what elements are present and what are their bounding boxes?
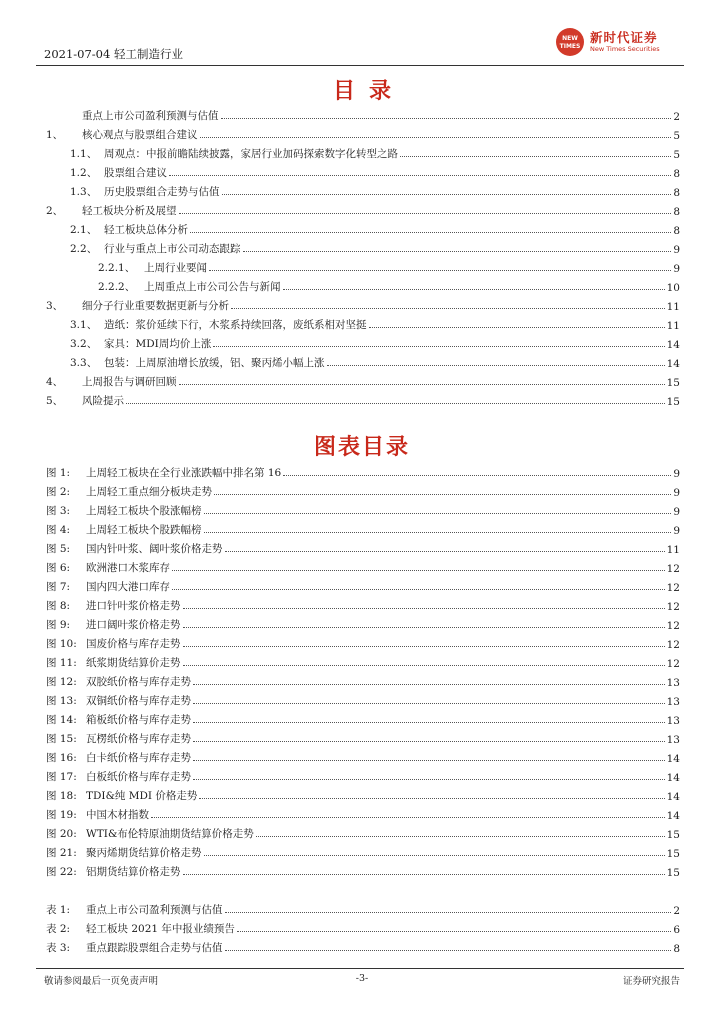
page-number: -3- xyxy=(355,973,369,984)
figure-entry[interactable] xyxy=(46,499,680,518)
footer-report-type: 证券研究报告 xyxy=(622,976,680,987)
entry-number: 图 22: xyxy=(46,866,77,878)
dot-leader xyxy=(243,251,672,252)
dot-leader xyxy=(200,137,672,138)
figure-entry[interactable] xyxy=(46,784,680,803)
entry-number: 图 13: xyxy=(46,695,77,707)
entry-page: 2 xyxy=(673,905,680,917)
entry-label: 细分子行业重要数据更新与分析 xyxy=(82,300,229,312)
entry-number: 2.1、 xyxy=(70,224,98,236)
page-header xyxy=(36,28,684,66)
entry-label: 国废价格与库存走势 xyxy=(86,638,181,650)
figure-entry[interactable] xyxy=(46,803,680,822)
entry-page: 14 xyxy=(666,358,680,370)
dot-leader xyxy=(151,817,665,818)
entry-page: 15 xyxy=(666,377,680,389)
entry-number: 图 21: xyxy=(46,847,77,859)
entry-label: 聚丙烯期货结算价格走势 xyxy=(86,847,202,859)
dot-leader xyxy=(204,513,672,514)
figure-entry[interactable] xyxy=(46,822,680,841)
entry-number: 2.2.2、 xyxy=(98,281,136,293)
dot-leader xyxy=(172,570,665,571)
entry-label: 瓦楞纸价格与库存走势 xyxy=(86,733,191,745)
entry-number: 表 2: xyxy=(46,923,71,935)
entry-page: 13 xyxy=(666,734,680,746)
dot-leader xyxy=(193,779,665,780)
entry-number: 图 9: xyxy=(46,619,71,631)
entry-page: 12 xyxy=(666,582,680,594)
dot-leader xyxy=(193,722,665,723)
entry-number: 图 4: xyxy=(46,524,71,536)
entry-number: 图 1: xyxy=(46,467,71,479)
entry-label: 欧洲港口木浆库存 xyxy=(86,562,170,574)
entry-label: 包装：上周原油增长放缓，铝、聚丙烯小幅上涨 xyxy=(104,357,325,369)
entry-page: 2 xyxy=(673,111,680,123)
entry-number: 2.2.1、 xyxy=(98,262,136,274)
dot-leader xyxy=(193,703,665,704)
entry-number: 图 15: xyxy=(46,733,77,745)
entry-label: TDI&纯 MDI 价格走势 xyxy=(86,790,198,802)
dot-leader xyxy=(193,741,665,742)
entry-page: 9 xyxy=(673,244,680,256)
logo-en-text: New Times Securities xyxy=(590,45,660,53)
figure-entry[interactable] xyxy=(46,727,680,746)
entry-page: 11 xyxy=(666,301,680,313)
dot-leader xyxy=(369,327,665,328)
entry-page: 8 xyxy=(673,225,680,237)
entry-label: 上周轻工板块在全行业涨跌幅中排名第 16 xyxy=(86,467,282,479)
entry-label: 股票组合建议 xyxy=(104,167,167,179)
toc-entry[interactable] xyxy=(46,161,680,180)
dot-leader xyxy=(183,608,665,609)
entry-label: 进口针叶浆价格走势 xyxy=(86,600,181,612)
entry-label: WTI&布伦特原油期货结算价格走势 xyxy=(86,828,254,840)
entry-number: 图 16: xyxy=(46,752,77,764)
toc-entry[interactable] xyxy=(46,275,680,294)
entry-number: 图 14: xyxy=(46,714,77,726)
figure-entry[interactable] xyxy=(46,860,680,879)
dot-leader xyxy=(172,589,665,590)
entry-number: 3.3、 xyxy=(70,357,98,369)
toc-entry[interactable] xyxy=(46,104,680,123)
toc-entry[interactable] xyxy=(46,332,680,351)
figure-entry[interactable] xyxy=(46,632,680,651)
entry-page: 5 xyxy=(673,130,680,142)
entry-label: 白板纸价格与库存走势 xyxy=(86,771,191,783)
figure-entry[interactable] xyxy=(46,461,680,480)
dot-leader xyxy=(214,494,671,495)
entry-number: 图 7: xyxy=(46,581,71,593)
dot-leader xyxy=(126,403,665,404)
entry-number: 3.2、 xyxy=(70,338,98,350)
entry-label: 重点上市公司盈利预测与估值 xyxy=(82,110,219,122)
entry-label: 双铜纸价格与库存走势 xyxy=(86,695,191,707)
figure-entry[interactable] xyxy=(46,708,680,727)
entry-page: 9 xyxy=(673,263,680,275)
entry-page: 13 xyxy=(666,696,680,708)
entry-page: 11 xyxy=(666,544,680,556)
dot-leader xyxy=(169,175,671,176)
entry-label: 行业与重点上市公司动态跟踪 xyxy=(104,243,241,255)
entry-number: 图 18: xyxy=(46,790,77,802)
toc-entry[interactable] xyxy=(46,294,680,313)
entry-label: 纸浆期货结算价走势 xyxy=(86,657,181,669)
dot-leader xyxy=(183,627,665,628)
entry-page: 13 xyxy=(666,715,680,727)
dot-leader xyxy=(209,270,671,271)
dot-leader xyxy=(183,665,665,666)
entry-number: 2.2、 xyxy=(70,243,98,255)
toc-list xyxy=(46,104,680,408)
figure-entry[interactable] xyxy=(46,537,680,556)
entry-number: 1.2、 xyxy=(70,167,98,179)
dot-leader xyxy=(225,551,665,552)
entry-number: 图 2: xyxy=(46,486,71,498)
dot-leader xyxy=(204,532,672,533)
toc-entry[interactable] xyxy=(46,351,680,370)
entry-number: 2、 xyxy=(46,205,64,217)
entry-number: 表 1: xyxy=(46,904,71,916)
figure-entry[interactable] xyxy=(46,670,680,689)
entry-label: 箱板纸价格与库存走势 xyxy=(86,714,191,726)
entry-label: 上周轻工板块个股涨幅榜 xyxy=(86,505,202,517)
entry-label: 上周轻工板块个股跌幅榜 xyxy=(86,524,202,536)
dot-leader xyxy=(221,118,672,119)
entry-page: 14 xyxy=(666,791,680,803)
entry-label: 上周重点上市公司公告与新闻 xyxy=(144,281,281,293)
dot-leader xyxy=(179,213,672,214)
dot-leader xyxy=(193,760,665,761)
entry-number: 表 3: xyxy=(46,942,71,954)
company-logo xyxy=(556,28,684,58)
dot-leader xyxy=(283,289,665,290)
entry-page: 12 xyxy=(666,639,680,651)
entry-number: 4、 xyxy=(46,376,64,388)
figure-entry[interactable] xyxy=(46,746,680,765)
entry-number: 5、 xyxy=(46,395,64,407)
figures-title: 图表目录 xyxy=(313,435,410,460)
entry-page: 15 xyxy=(666,848,680,860)
header-divider xyxy=(36,65,684,66)
footer-divider xyxy=(36,968,684,969)
table-entry[interactable] xyxy=(46,898,680,917)
entry-page: 12 xyxy=(666,620,680,632)
dot-leader xyxy=(183,646,665,647)
entry-page: 9 xyxy=(673,506,680,518)
footer-disclaimer: 敬请参阅最后一页免责声明 xyxy=(44,976,159,987)
figure-entry[interactable] xyxy=(46,765,680,784)
entry-number: 1、 xyxy=(46,129,64,141)
figure-entry[interactable] xyxy=(46,556,680,575)
toc-entry[interactable] xyxy=(46,142,680,161)
toc-entry[interactable] xyxy=(46,123,680,142)
dot-leader xyxy=(225,950,672,951)
dot-leader xyxy=(400,156,671,157)
entry-page: 10 xyxy=(666,282,680,294)
entry-label: 风险提示 xyxy=(82,395,124,407)
entry-page: 6 xyxy=(673,924,680,936)
entry-number: 图 8: xyxy=(46,600,71,612)
entry-label: 重点上市公司盈利预测与估值 xyxy=(86,904,223,916)
entry-page: 15 xyxy=(666,829,680,841)
dot-leader xyxy=(225,912,672,913)
entry-page: 12 xyxy=(666,601,680,613)
dot-leader xyxy=(199,798,664,799)
entry-page: 14 xyxy=(666,339,680,351)
entry-number: 图 19: xyxy=(46,809,77,821)
tables-list xyxy=(46,898,680,955)
dot-leader xyxy=(327,365,665,366)
entry-page: 8 xyxy=(673,206,680,218)
entry-page: 8 xyxy=(673,187,680,199)
entry-page: 9 xyxy=(673,525,680,537)
entry-page: 14 xyxy=(666,753,680,765)
entry-page: 14 xyxy=(666,772,680,784)
figure-entry[interactable] xyxy=(46,651,680,670)
figure-entry[interactable] xyxy=(46,575,680,594)
entry-page: 8 xyxy=(673,943,680,955)
entry-page: 12 xyxy=(666,658,680,670)
logo-cn-text: 新时代证券 xyxy=(590,30,658,45)
entry-label: 白卡纸价格与库存走势 xyxy=(86,752,191,764)
figure-entry[interactable] xyxy=(46,613,680,632)
figure-entry[interactable] xyxy=(46,594,680,613)
entry-label: 核心观点与股票组合建议 xyxy=(82,129,198,141)
entry-page: 8 xyxy=(673,168,680,180)
entry-label: 双胶纸价格与库存走势 xyxy=(86,676,191,688)
entry-number: 3、 xyxy=(46,300,64,312)
entry-label: 铝期货结算价格走势 xyxy=(86,866,181,878)
toc-entry[interactable] xyxy=(46,218,680,237)
figures-list xyxy=(46,461,680,879)
entry-label: 进口阔叶浆价格走势 xyxy=(86,619,181,631)
entry-page: 14 xyxy=(666,810,680,822)
header-date-industry: 2021-07-04 轻工制造行业 xyxy=(44,47,183,61)
table-entry[interactable] xyxy=(46,936,680,955)
toc-entry[interactable] xyxy=(46,180,680,199)
entry-label: 轻工板块分析及展望 xyxy=(82,205,177,217)
entry-number: 图 17: xyxy=(46,771,77,783)
dot-leader xyxy=(283,475,671,476)
dot-leader xyxy=(256,836,665,837)
entry-label: 国内四大港口库存 xyxy=(86,581,170,593)
toc-entry[interactable] xyxy=(46,199,680,218)
dot-leader xyxy=(237,931,671,932)
entry-label: 上周报告与调研回顾 xyxy=(82,376,177,388)
dot-leader xyxy=(183,874,665,875)
entry-page: 5 xyxy=(673,149,680,161)
entry-number: 图 5: xyxy=(46,543,71,555)
entry-number: 图 12: xyxy=(46,676,77,688)
dot-leader xyxy=(204,855,665,856)
entry-label: 国内针叶浆、阔叶浆价格走势 xyxy=(86,543,223,555)
toc-entry[interactable] xyxy=(46,313,680,332)
figure-entry[interactable] xyxy=(46,841,680,860)
entry-page: 12 xyxy=(666,563,680,575)
entry-page: 11 xyxy=(666,320,680,332)
dot-leader xyxy=(193,684,665,685)
toc-entry[interactable] xyxy=(46,370,680,389)
entry-number: 图 11: xyxy=(46,657,77,669)
entry-page: 9 xyxy=(673,487,680,499)
dot-leader xyxy=(222,194,672,195)
table-entry[interactable] xyxy=(46,917,680,936)
entry-label: 周观点：中报前瞻陆续披露，家居行业加码探索数字化转型之路 xyxy=(104,148,398,160)
logo-mark-icon: NEW TIMES xyxy=(556,28,584,56)
entry-page: 15 xyxy=(666,867,680,879)
entry-page: 9 xyxy=(673,468,680,480)
dot-leader xyxy=(213,346,664,347)
entry-label: 重点跟踪股票组合走势与估值 xyxy=(86,942,223,954)
entry-label: 轻工板块总体分析 xyxy=(104,224,188,236)
entry-number: 图 3: xyxy=(46,505,71,517)
entry-label: 中国木材指数 xyxy=(86,809,149,821)
entry-number: 图 10: xyxy=(46,638,77,650)
entry-number: 图 6: xyxy=(46,562,71,574)
dot-leader xyxy=(231,308,665,309)
figure-entry[interactable] xyxy=(46,518,680,537)
entry-number: 1.1、 xyxy=(70,148,98,160)
entry-label: 历史股票组合走势与估值 xyxy=(104,186,220,198)
entry-number: 图 20: xyxy=(46,828,77,840)
entry-label: 家具：MDI周均价上涨 xyxy=(104,338,212,350)
toc-entry[interactable] xyxy=(46,256,680,275)
figure-entry[interactable] xyxy=(46,480,680,499)
dot-leader xyxy=(190,232,671,233)
entry-page: 15 xyxy=(666,396,680,408)
entry-label: 轻工板块 2021 年中报业绩预告 xyxy=(86,923,235,935)
toc-entry[interactable] xyxy=(46,389,680,408)
entry-number: 1.3、 xyxy=(70,186,98,198)
dot-leader xyxy=(179,384,665,385)
entry-number: 3.1、 xyxy=(70,319,98,331)
figure-entry[interactable] xyxy=(46,689,680,708)
entry-label: 上周轻工重点细分板块走势 xyxy=(86,486,212,498)
entry-label: 造纸：浆价延续下行，木浆系持续回落，废纸系相对坚挺 xyxy=(104,319,367,331)
entry-label: 上周行业要闻 xyxy=(144,262,207,274)
toc-title: 目录 xyxy=(332,79,405,104)
entry-page: 13 xyxy=(666,677,680,689)
toc-entry[interactable] xyxy=(46,237,680,256)
